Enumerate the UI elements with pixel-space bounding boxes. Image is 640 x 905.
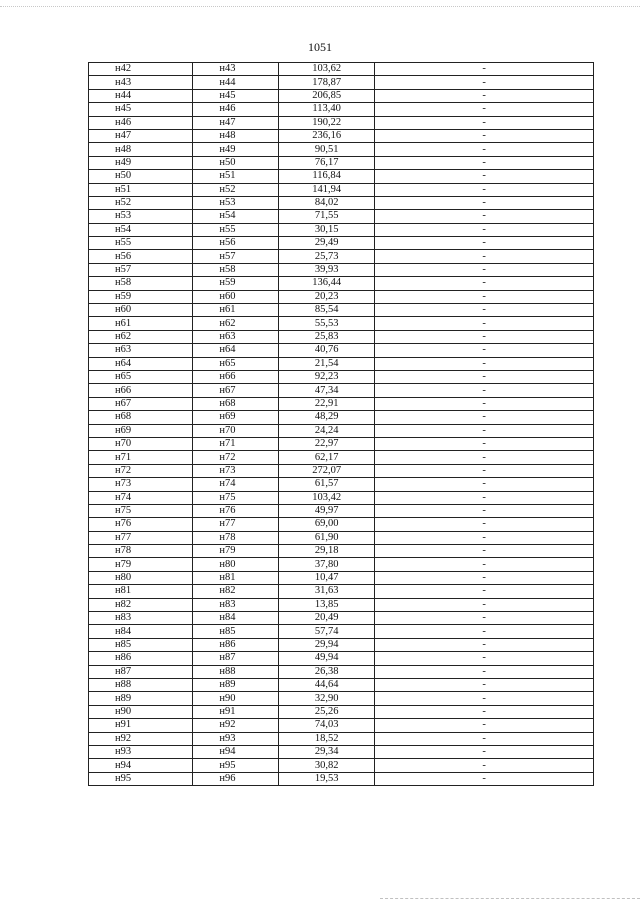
table-row xyxy=(89,76,594,89)
cell-distance: 13,85 xyxy=(279,598,375,611)
cell-point-to: н48 xyxy=(193,129,279,142)
table-row xyxy=(89,504,594,517)
cell-point-from: н47 xyxy=(89,129,193,142)
table-row xyxy=(89,277,594,290)
cell-distance: 39,93 xyxy=(279,263,375,276)
table-row xyxy=(89,196,594,209)
cell-point-to: н76 xyxy=(193,504,279,517)
cell-distance: 29,34 xyxy=(279,745,375,758)
cell-point-to: н44 xyxy=(193,76,279,89)
cell-point-from: н64 xyxy=(89,357,193,370)
cell-point-to: н75 xyxy=(193,491,279,504)
table-row xyxy=(89,183,594,196)
table-row xyxy=(89,478,594,491)
cell-distance: 30,82 xyxy=(279,759,375,772)
cell-note: - xyxy=(375,652,594,665)
cell-point-to: н43 xyxy=(193,63,279,76)
scan-artifact-top xyxy=(0,6,640,7)
cell-note: - xyxy=(375,183,594,196)
cell-note: - xyxy=(375,76,594,89)
cell-distance: 26,38 xyxy=(279,665,375,678)
cell-note: - xyxy=(375,772,594,785)
table-row xyxy=(89,170,594,183)
cell-distance: 40,76 xyxy=(279,344,375,357)
scan-artifact-bottom xyxy=(380,898,640,899)
cell-point-from: н46 xyxy=(89,116,193,129)
cell-point-from: н49 xyxy=(89,156,193,169)
cell-point-to: н70 xyxy=(193,424,279,437)
cell-point-from: н44 xyxy=(89,89,193,102)
cell-point-from: н54 xyxy=(89,223,193,236)
cell-distance: 18,52 xyxy=(279,732,375,745)
table-row xyxy=(89,585,594,598)
table-row xyxy=(89,598,594,611)
cell-point-to: н96 xyxy=(193,772,279,785)
table-row xyxy=(89,545,594,558)
cell-point-from: н78 xyxy=(89,545,193,558)
table-row xyxy=(89,384,594,397)
cell-point-to: н51 xyxy=(193,170,279,183)
table-row xyxy=(89,143,594,156)
table-row xyxy=(89,638,594,651)
cell-distance: 69,00 xyxy=(279,518,375,531)
cell-note: - xyxy=(375,518,594,531)
cell-distance: 37,80 xyxy=(279,558,375,571)
table-row xyxy=(89,344,594,357)
cell-distance: 55,53 xyxy=(279,317,375,330)
cell-distance: 141,94 xyxy=(279,183,375,196)
cell-note: - xyxy=(375,250,594,263)
cell-point-from: н67 xyxy=(89,397,193,410)
cell-point-to: н59 xyxy=(193,277,279,290)
cell-distance: 20,23 xyxy=(279,290,375,303)
cell-note: - xyxy=(375,678,594,691)
cell-point-from: н89 xyxy=(89,692,193,705)
cell-point-from: н76 xyxy=(89,518,193,531)
cell-point-from: н58 xyxy=(89,277,193,290)
cell-distance: 44,64 xyxy=(279,678,375,691)
cell-distance: 47,34 xyxy=(279,384,375,397)
cell-distance: 113,40 xyxy=(279,103,375,116)
cell-note: - xyxy=(375,143,594,156)
cell-point-to: н45 xyxy=(193,89,279,102)
cell-note: - xyxy=(375,598,594,611)
cell-note: - xyxy=(375,705,594,718)
cell-point-from: н90 xyxy=(89,705,193,718)
cell-note: - xyxy=(375,531,594,544)
cell-distance: 74,03 xyxy=(279,719,375,732)
table-row xyxy=(89,719,594,732)
table-row xyxy=(89,652,594,665)
cell-note: - xyxy=(375,411,594,424)
cell-point-from: н69 xyxy=(89,424,193,437)
cell-point-from: н86 xyxy=(89,652,193,665)
table-row xyxy=(89,531,594,544)
cell-note: - xyxy=(375,719,594,732)
cell-point-from: н70 xyxy=(89,437,193,450)
cell-point-to: н92 xyxy=(193,719,279,732)
cell-point-to: н55 xyxy=(193,223,279,236)
table-row xyxy=(89,156,594,169)
cell-note: - xyxy=(375,344,594,357)
cell-note: - xyxy=(375,317,594,330)
cell-note: - xyxy=(375,585,594,598)
cell-note: - xyxy=(375,571,594,584)
table-row xyxy=(89,451,594,464)
cell-note: - xyxy=(375,116,594,129)
cell-point-from: н79 xyxy=(89,558,193,571)
table-row xyxy=(89,330,594,343)
table-row xyxy=(89,558,594,571)
cell-point-from: н82 xyxy=(89,598,193,611)
cell-point-to: н84 xyxy=(193,612,279,625)
cell-distance: 48,29 xyxy=(279,411,375,424)
cell-point-to: н80 xyxy=(193,558,279,571)
cell-point-to: н71 xyxy=(193,437,279,450)
cell-point-to: н60 xyxy=(193,290,279,303)
cell-point-to: н57 xyxy=(193,250,279,263)
cell-distance: 29,94 xyxy=(279,638,375,651)
cell-point-from: н66 xyxy=(89,384,193,397)
cell-distance: 21,54 xyxy=(279,357,375,370)
cell-point-to: н95 xyxy=(193,759,279,772)
cell-point-from: н48 xyxy=(89,143,193,156)
cell-point-to: н79 xyxy=(193,545,279,558)
cell-note: - xyxy=(375,63,594,76)
table-row xyxy=(89,210,594,223)
cell-distance: 29,18 xyxy=(279,545,375,558)
cell-distance: 206,85 xyxy=(279,89,375,102)
cell-point-from: н63 xyxy=(89,344,193,357)
cell-note: - xyxy=(375,223,594,236)
cell-point-from: н77 xyxy=(89,531,193,544)
table-row xyxy=(89,759,594,772)
cell-note: - xyxy=(375,612,594,625)
cell-note: - xyxy=(375,437,594,450)
cell-point-from: н80 xyxy=(89,571,193,584)
table-row xyxy=(89,290,594,303)
table-row xyxy=(89,518,594,531)
cell-point-from: н95 xyxy=(89,772,193,785)
cell-distance: 136,44 xyxy=(279,277,375,290)
cell-note: - xyxy=(375,277,594,290)
cell-point-to: н85 xyxy=(193,625,279,638)
cell-note: - xyxy=(375,504,594,517)
cell-point-to: н52 xyxy=(193,183,279,196)
cell-point-to: н78 xyxy=(193,531,279,544)
cell-point-from: н71 xyxy=(89,451,193,464)
cell-point-from: н45 xyxy=(89,103,193,116)
cell-point-from: н81 xyxy=(89,585,193,598)
table-row xyxy=(89,411,594,424)
cell-distance: 30,15 xyxy=(279,223,375,236)
cell-note: - xyxy=(375,156,594,169)
cell-point-from: н57 xyxy=(89,263,193,276)
cell-distance: 90,51 xyxy=(279,143,375,156)
cell-note: - xyxy=(375,210,594,223)
cell-note: - xyxy=(375,745,594,758)
cell-point-to: н56 xyxy=(193,237,279,250)
table-row xyxy=(89,692,594,705)
table-row xyxy=(89,250,594,263)
cell-point-from: н94 xyxy=(89,759,193,772)
cell-note: - xyxy=(375,478,594,491)
cell-distance: 32,90 xyxy=(279,692,375,705)
cell-point-from: н62 xyxy=(89,330,193,343)
cell-distance: 49,94 xyxy=(279,652,375,665)
cell-point-to: н87 xyxy=(193,652,279,665)
table-row xyxy=(89,263,594,276)
table-row xyxy=(89,491,594,504)
cell-distance: 85,54 xyxy=(279,304,375,317)
cell-distance: 24,24 xyxy=(279,424,375,437)
table-body xyxy=(89,63,594,786)
cell-point-to: н65 xyxy=(193,357,279,370)
table-row xyxy=(89,437,594,450)
cell-point-from: н56 xyxy=(89,250,193,263)
cell-note: - xyxy=(375,384,594,397)
cell-distance: 178,87 xyxy=(279,76,375,89)
table-row xyxy=(89,357,594,370)
cell-note: - xyxy=(375,464,594,477)
cell-point-from: н52 xyxy=(89,196,193,209)
table-row xyxy=(89,89,594,102)
cell-note: - xyxy=(375,103,594,116)
cell-point-from: н73 xyxy=(89,478,193,491)
cell-distance: 76,17 xyxy=(279,156,375,169)
cell-note: - xyxy=(375,424,594,437)
cell-point-to: н67 xyxy=(193,384,279,397)
cell-distance: 19,53 xyxy=(279,772,375,785)
cell-note: - xyxy=(375,89,594,102)
cell-note: - xyxy=(375,357,594,370)
cell-distance: 31,63 xyxy=(279,585,375,598)
cell-point-to: н73 xyxy=(193,464,279,477)
cell-point-from: н87 xyxy=(89,665,193,678)
cell-point-from: н59 xyxy=(89,290,193,303)
cell-point-to: н89 xyxy=(193,678,279,691)
cell-point-from: н74 xyxy=(89,491,193,504)
cell-point-to: н66 xyxy=(193,370,279,383)
cell-point-from: н84 xyxy=(89,625,193,638)
cell-note: - xyxy=(375,370,594,383)
table-row xyxy=(89,103,594,116)
cell-point-from: н88 xyxy=(89,678,193,691)
cell-note: - xyxy=(375,545,594,558)
cell-point-to: н54 xyxy=(193,210,279,223)
cell-distance: 29,49 xyxy=(279,237,375,250)
cell-point-from: н61 xyxy=(89,317,193,330)
cell-distance: 57,74 xyxy=(279,625,375,638)
table-row xyxy=(89,705,594,718)
cell-note: - xyxy=(375,638,594,651)
cell-distance: 61,57 xyxy=(279,478,375,491)
table-row xyxy=(89,678,594,691)
table-row xyxy=(89,129,594,142)
cell-point-to: н83 xyxy=(193,598,279,611)
cell-point-to: н47 xyxy=(193,116,279,129)
cell-note: - xyxy=(375,625,594,638)
cell-point-to: н91 xyxy=(193,705,279,718)
table-row xyxy=(89,732,594,745)
cell-point-to: н62 xyxy=(193,317,279,330)
table-row xyxy=(89,424,594,437)
cell-point-to: н93 xyxy=(193,732,279,745)
table-row xyxy=(89,571,594,584)
cell-point-from: н93 xyxy=(89,745,193,758)
table-row xyxy=(89,464,594,477)
cell-point-from: н68 xyxy=(89,411,193,424)
table-row xyxy=(89,745,594,758)
cell-point-from: н42 xyxy=(89,63,193,76)
cell-point-from: н83 xyxy=(89,612,193,625)
table-row xyxy=(89,116,594,129)
cell-point-to: н46 xyxy=(193,103,279,116)
cell-note: - xyxy=(375,732,594,745)
cell-note: - xyxy=(375,196,594,209)
cell-point-from: н72 xyxy=(89,464,193,477)
cell-point-from: н65 xyxy=(89,370,193,383)
cell-point-from: н85 xyxy=(89,638,193,651)
cell-distance: 190,22 xyxy=(279,116,375,129)
cell-distance: 22,91 xyxy=(279,397,375,410)
cell-distance: 61,90 xyxy=(279,531,375,544)
cell-distance: 25,73 xyxy=(279,250,375,263)
table-row xyxy=(89,665,594,678)
cell-distance: 25,83 xyxy=(279,330,375,343)
cell-distance: 103,62 xyxy=(279,63,375,76)
cell-point-to: н77 xyxy=(193,518,279,531)
cell-distance: 20,49 xyxy=(279,612,375,625)
cell-point-to: н49 xyxy=(193,143,279,156)
cell-note: - xyxy=(375,263,594,276)
cell-note: - xyxy=(375,558,594,571)
cell-distance: 25,26 xyxy=(279,705,375,718)
cell-point-from: н43 xyxy=(89,76,193,89)
cell-point-to: н64 xyxy=(193,344,279,357)
cell-point-from: н60 xyxy=(89,304,193,317)
table-row xyxy=(89,304,594,317)
page-number: 1051 xyxy=(308,40,332,54)
cell-distance: 10,47 xyxy=(279,571,375,584)
cell-note: - xyxy=(375,692,594,705)
cell-distance: 92,23 xyxy=(279,370,375,383)
cell-note: - xyxy=(375,129,594,142)
table-row xyxy=(89,397,594,410)
cell-note: - xyxy=(375,397,594,410)
table-row xyxy=(89,625,594,638)
cell-point-to: н86 xyxy=(193,638,279,651)
cell-note: - xyxy=(375,304,594,317)
cell-point-from: н55 xyxy=(89,237,193,250)
cell-point-from: н92 xyxy=(89,732,193,745)
cell-distance: 236,16 xyxy=(279,129,375,142)
cell-note: - xyxy=(375,170,594,183)
cell-point-from: н53 xyxy=(89,210,193,223)
cell-point-to: н68 xyxy=(193,397,279,410)
cell-distance: 49,97 xyxy=(279,504,375,517)
table-row xyxy=(89,612,594,625)
cell-point-to: н90 xyxy=(193,692,279,705)
cell-point-from: н50 xyxy=(89,170,193,183)
cell-point-to: н82 xyxy=(193,585,279,598)
cell-point-to: н88 xyxy=(193,665,279,678)
cell-note: - xyxy=(375,451,594,464)
table-row xyxy=(89,370,594,383)
table-row xyxy=(89,63,594,76)
boundary-points-table xyxy=(88,62,594,786)
cell-note: - xyxy=(375,237,594,250)
cell-distance: 103,42 xyxy=(279,491,375,504)
cell-note: - xyxy=(375,491,594,504)
table-row xyxy=(89,317,594,330)
cell-note: - xyxy=(375,665,594,678)
cell-point-from: н51 xyxy=(89,183,193,196)
cell-point-to: н74 xyxy=(193,478,279,491)
cell-point-to: н69 xyxy=(193,411,279,424)
cell-distance: 62,17 xyxy=(279,451,375,464)
cell-distance: 272,07 xyxy=(279,464,375,477)
cell-distance: 71,55 xyxy=(279,210,375,223)
cell-point-to: н81 xyxy=(193,571,279,584)
cell-point-to: н58 xyxy=(193,263,279,276)
cell-note: - xyxy=(375,330,594,343)
table-row xyxy=(89,237,594,250)
cell-point-to: н72 xyxy=(193,451,279,464)
cell-point-to: н61 xyxy=(193,304,279,317)
cell-distance: 84,02 xyxy=(279,196,375,209)
cell-point-to: н63 xyxy=(193,330,279,343)
cell-point-from: н75 xyxy=(89,504,193,517)
table-row xyxy=(89,772,594,785)
table-row xyxy=(89,223,594,236)
cell-point-to: н50 xyxy=(193,156,279,169)
cell-point-to: н94 xyxy=(193,745,279,758)
cell-note: - xyxy=(375,290,594,303)
cell-distance: 116,84 xyxy=(279,170,375,183)
cell-point-to: н53 xyxy=(193,196,279,209)
cell-distance: 22,97 xyxy=(279,437,375,450)
cell-point-from: н91 xyxy=(89,719,193,732)
cell-note: - xyxy=(375,759,594,772)
